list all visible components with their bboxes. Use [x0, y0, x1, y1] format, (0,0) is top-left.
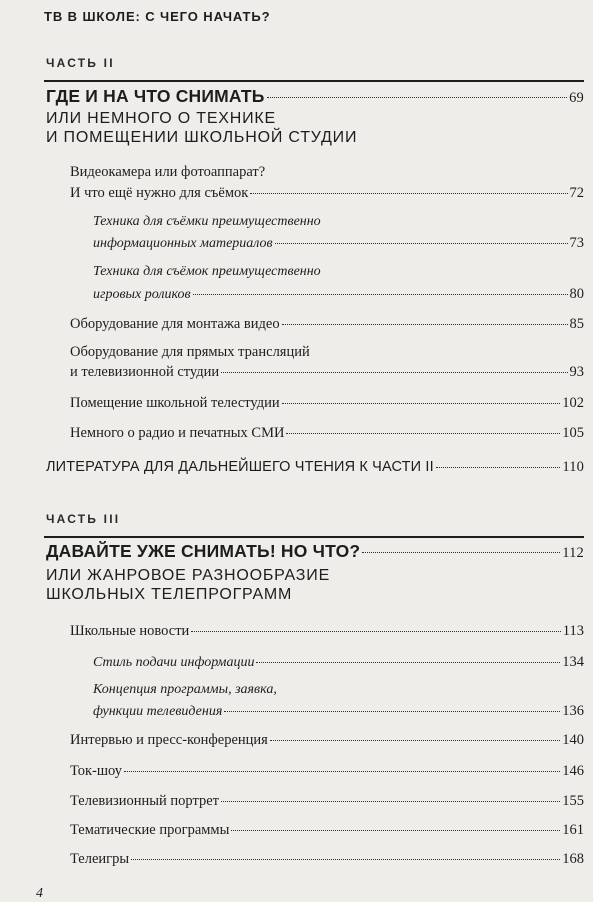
- part-3-subtitle-line-2: ШКОЛЬНЫХ ТЕЛЕПРОГРАММ: [46, 586, 293, 603]
- toc-entry: [70, 185, 584, 202]
- leader-dots: [362, 552, 560, 553]
- page-number: 80: [569, 286, 584, 302]
- page-number: 73: [569, 235, 584, 251]
- toc-entry-line-1: Видеокамера или фотоаппарат?: [70, 164, 266, 180]
- toc-subentry-line-1: Техника для съёмки преимущественно: [93, 214, 321, 229]
- leader-dots: [270, 740, 560, 741]
- part-3-subtitle-line-1: ИЛИ ЖАНРОВОЕ РАЗНООБРАЗИЕ: [46, 567, 331, 584]
- toc-entry-title: Школьные новости: [70, 623, 190, 639]
- leader-dots: [436, 467, 561, 468]
- toc-subentry-title: функции телевидения: [93, 704, 223, 719]
- leader-dots: [256, 662, 560, 663]
- page-folio: 4: [36, 886, 43, 901]
- leader-dots: [286, 433, 560, 434]
- toc-entry-title: Помещение школьной телестудии: [70, 395, 280, 411]
- leader-dots: [282, 324, 568, 325]
- toc-subentry-title: информационных материалов: [93, 236, 273, 251]
- chapter-title-text: ДАВАЙТЕ УЖЕ СНИМАТЬ! НО ЧТО?: [46, 541, 361, 561]
- toc-entry-title: Тематические программы: [70, 822, 230, 838]
- toc-entry-title: И что ещё нужно для съёмок: [70, 185, 249, 201]
- running-header: ТВ В ШКОЛЕ: С ЧЕГО НАЧАТЬ?: [44, 9, 271, 24]
- part-3-divider: [44, 536, 584, 538]
- page-number: 140: [562, 732, 584, 748]
- page-number: 112: [562, 545, 584, 561]
- part-2-literature: [46, 459, 584, 476]
- leader-dots: [221, 372, 567, 373]
- literature-title: ЛИТЕРАТУРА ДЛЯ ДАЛЬНЕЙШЕГО ЧТЕНИЯ К ЧАСТИ II: [46, 459, 434, 475]
- toc-entry-line-1: Оборудование для прямых трансляций: [70, 344, 310, 360]
- toc-entry: [70, 851, 584, 868]
- toc-subentry-line-1: Концепция программы, заявка,: [93, 682, 277, 697]
- page-number: 113: [562, 623, 584, 639]
- page-number: 93: [569, 364, 584, 380]
- toc-subentry: [93, 235, 584, 252]
- leader-dots: [191, 631, 560, 632]
- part-2-subtitle-line-2: И ПОМЕЩЕНИИ ШКОЛЬНОЙ СТУДИИ: [46, 129, 358, 146]
- toc-entry-title: Телевизионный портрет: [70, 793, 220, 809]
- toc-entry-title: Оборудование для монтажа видео: [70, 316, 280, 332]
- part-3-label: ЧАСТЬ III: [46, 512, 121, 526]
- toc-entry: [70, 316, 584, 333]
- part-2-divider: [44, 80, 584, 82]
- page-number: 69: [569, 90, 584, 106]
- chapter-title-text: ГДЕ И НА ЧТО СНИМАТЬ: [46, 86, 265, 106]
- toc-subentry: [93, 286, 584, 303]
- toc-entry-title: Интервью и пресс-конференция: [70, 732, 268, 748]
- toc-entry: [70, 364, 584, 381]
- leader-dots: [224, 711, 560, 712]
- toc-subentry: [93, 654, 584, 671]
- toc-entry: [70, 793, 584, 810]
- toc-entry: [70, 425, 584, 442]
- page-number: 105: [562, 425, 584, 441]
- page-number: 146: [562, 763, 584, 779]
- toc-entry: [70, 732, 584, 749]
- page-number: 134: [562, 654, 584, 670]
- toc-entry-title: Телеигры: [70, 851, 130, 867]
- part-2-label: ЧАСТЬ II: [46, 56, 115, 70]
- toc-subentry-title: Стиль подачи информации: [93, 655, 255, 670]
- page-number: 161: [562, 822, 584, 838]
- toc-subentry: [93, 703, 584, 720]
- leader-dots: [124, 771, 560, 772]
- part-2-subtitle-line-1: ИЛИ НЕМНОГО О ТЕХНИКЕ: [46, 110, 277, 127]
- page-number: 168: [562, 851, 584, 867]
- part-3-chapter-title: [46, 541, 584, 562]
- toc-subentry-title: игровых роликов: [93, 287, 191, 302]
- toc-entry: [70, 763, 584, 780]
- toc-entry-title: Ток-шоу: [70, 763, 123, 779]
- page-number: 136: [562, 703, 584, 719]
- part-2-chapter-title: [46, 86, 584, 107]
- leader-dots: [231, 830, 560, 831]
- page-number: 102: [562, 395, 584, 411]
- leader-dots: [221, 801, 560, 802]
- page-number: 155: [562, 793, 584, 809]
- page-number: 72: [569, 185, 584, 201]
- toc-entry: [70, 395, 584, 412]
- leader-dots: [250, 193, 567, 194]
- leader-dots: [193, 294, 568, 295]
- toc-entry: [70, 623, 584, 640]
- toc-subentry-line-1: Техника для съёмок преимущественно: [93, 264, 321, 279]
- leader-dots: [267, 97, 568, 98]
- leader-dots: [282, 403, 561, 404]
- toc-entry-title: Немного о радио и печатных СМИ: [70, 425, 285, 441]
- page-number: 110: [562, 459, 584, 475]
- page-number: 85: [569, 316, 584, 332]
- leader-dots: [131, 859, 560, 860]
- toc-entry-title: и телевизионной студии: [70, 364, 220, 380]
- leader-dots: [275, 243, 568, 244]
- toc-entry: [70, 822, 584, 839]
